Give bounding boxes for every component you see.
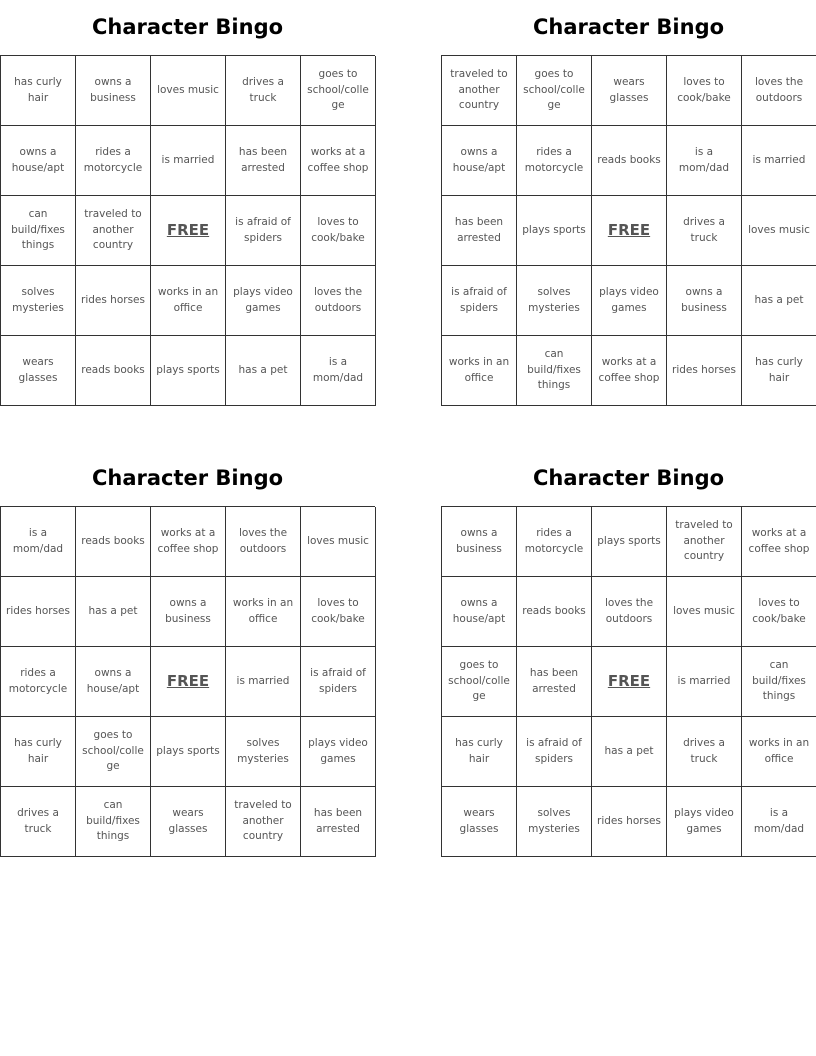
bingo-cell: wears glasses [1, 336, 76, 406]
bingo-cell: solves mysteries [1, 266, 76, 336]
bingo-cell: is a mom/dad [301, 336, 376, 406]
bingo-cell: loves the outdoors [226, 507, 301, 577]
bingo-cell: goes to school/college [442, 647, 517, 717]
card-title: Character Bingo [91, 15, 284, 39]
free-space-cell: FREE [151, 196, 226, 266]
bingo-cell: rides a motorcycle [517, 126, 592, 196]
bingo-cell: loves to cook/bake [301, 577, 376, 647]
bingo-cell: rides a motorcycle [1, 647, 76, 717]
bingo-cell: loves music [742, 196, 816, 266]
bingo-grid [441, 55, 816, 406]
bingo-cell: goes to school/college [76, 717, 151, 787]
bingo-cell: goes to school/college [301, 56, 376, 126]
bingo-card-4 [441, 451, 816, 857]
bingo-cell: owns a house/apt [442, 577, 517, 647]
bingo-cell: is married [742, 126, 816, 196]
bingo-cell: reads books [76, 336, 151, 406]
bingo-cell: traveled to another country [76, 196, 151, 266]
bingo-cell: owns a house/apt [76, 647, 151, 717]
bingo-cell: loves music [301, 507, 376, 577]
bingo-cell: plays video games [301, 717, 376, 787]
card-title: Character Bingo [532, 15, 725, 39]
bingo-cell: owns a business [76, 56, 151, 126]
bingo-cell: is afraid of spiders [301, 647, 376, 717]
bingo-cell: loves the outdoors [592, 577, 667, 647]
bingo-cell: solves mysteries [517, 787, 592, 857]
bingo-cell: has been arrested [517, 647, 592, 717]
card-title: Character Bingo [532, 466, 725, 490]
bingo-cell: loves to cook/bake [667, 56, 742, 126]
bingo-cell: has been arrested [301, 787, 376, 857]
bingo-cell: has a pet [742, 266, 816, 336]
bingo-cell: is afraid of spiders [517, 717, 592, 787]
bingo-cell: is married [667, 647, 742, 717]
bingo-cell: wears glasses [442, 787, 517, 857]
bingo-cell: has curly hair [1, 717, 76, 787]
bingo-cell: plays sports [151, 717, 226, 787]
bingo-cell: traveled to another country [667, 507, 742, 577]
bingo-cell: goes to school/college [517, 56, 592, 126]
bingo-cell: solves mysteries [226, 717, 301, 787]
bingo-cell: owns a business [667, 266, 742, 336]
bingo-cell: plays video games [667, 787, 742, 857]
bingo-cell: has a pet [592, 717, 667, 787]
free-space-cell: FREE [592, 196, 667, 266]
bingo-cell: is married [226, 647, 301, 717]
free-space-cell: FREE [151, 647, 226, 717]
bingo-cell: rides horses [1, 577, 76, 647]
bingo-cell: works at a coffee shop [742, 507, 816, 577]
bingo-cell: is afraid of spiders [442, 266, 517, 336]
bingo-cell: solves mysteries [517, 266, 592, 336]
bingo-cell: drives a truck [226, 56, 301, 126]
bingo-cell: reads books [76, 507, 151, 577]
bingo-cell: plays video games [226, 266, 301, 336]
bingo-cell: is a mom/dad [667, 126, 742, 196]
bingo-cell: has curly hair [442, 717, 517, 787]
bingo-cell: plays video games [592, 266, 667, 336]
bingo-cell: has a pet [76, 577, 151, 647]
bingo-card-1 [0, 0, 375, 406]
bingo-cell: is married [151, 126, 226, 196]
free-space-cell: FREE [592, 647, 667, 717]
bingo-cell: rides horses [76, 266, 151, 336]
bingo-cell: can build/fixes things [1, 196, 76, 266]
bingo-cell: works at a coffee shop [151, 507, 226, 577]
bingo-cell: loves to cook/bake [742, 577, 816, 647]
bingo-cell: loves the outdoors [742, 56, 816, 126]
bingo-cell: works at a coffee shop [301, 126, 376, 196]
bingo-cell: has a pet [226, 336, 301, 406]
bingo-cell: works at a coffee shop [592, 336, 667, 406]
bingo-cell: plays sports [517, 196, 592, 266]
bingo-cell: owns a business [442, 507, 517, 577]
bingo-grid [0, 506, 375, 857]
bingo-cell: can build/fixes things [517, 336, 592, 406]
bingo-grid [0, 55, 375, 406]
bingo-cell: reads books [517, 577, 592, 647]
bingo-cell: owns a business [151, 577, 226, 647]
bingo-cell: loves the outdoors [301, 266, 376, 336]
bingo-cell: drives a truck [667, 717, 742, 787]
bingo-cell: works in an office [151, 266, 226, 336]
bingo-cell: is afraid of spiders [226, 196, 301, 266]
bingo-cell: rides horses [592, 787, 667, 857]
bingo-cell: owns a house/apt [442, 126, 517, 196]
bingo-cell: can build/fixes things [76, 787, 151, 857]
bingo-cell: loves to cook/bake [301, 196, 376, 266]
bingo-cell: works in an office [442, 336, 517, 406]
bingo-cell: owns a house/apt [1, 126, 76, 196]
bingo-cell: rides a motorcycle [517, 507, 592, 577]
bingo-cell: can build/fixes things [742, 647, 816, 717]
card-title: Character Bingo [91, 466, 284, 490]
bingo-cell: works in an office [742, 717, 816, 787]
bingo-cell: has been arrested [442, 196, 517, 266]
bingo-cell: has curly hair [742, 336, 816, 406]
bingo-cell: drives a truck [667, 196, 742, 266]
bingo-card-2 [441, 0, 816, 406]
bingo-cell: drives a truck [1, 787, 76, 857]
bingo-cell: plays sports [592, 507, 667, 577]
bingo-cell: rides a motorcycle [76, 126, 151, 196]
bingo-card-3 [0, 451, 375, 857]
bingo-cell: loves music [667, 577, 742, 647]
bingo-cell: works in an office [226, 577, 301, 647]
bingo-cell: rides horses [667, 336, 742, 406]
bingo-cell: is a mom/dad [742, 787, 816, 857]
bingo-cell: traveled to another country [226, 787, 301, 857]
bingo-cell: traveled to another country [442, 56, 517, 126]
bingo-grid [441, 506, 816, 857]
bingo-cell: is a mom/dad [1, 507, 76, 577]
bingo-cell: loves music [151, 56, 226, 126]
bingo-cell: has been arrested [226, 126, 301, 196]
bingo-cell: has curly hair [1, 56, 76, 126]
bingo-cell: reads books [592, 126, 667, 196]
bingo-cell: wears glasses [151, 787, 226, 857]
bingo-cell: plays sports [151, 336, 226, 406]
bingo-cell: wears glasses [592, 56, 667, 126]
